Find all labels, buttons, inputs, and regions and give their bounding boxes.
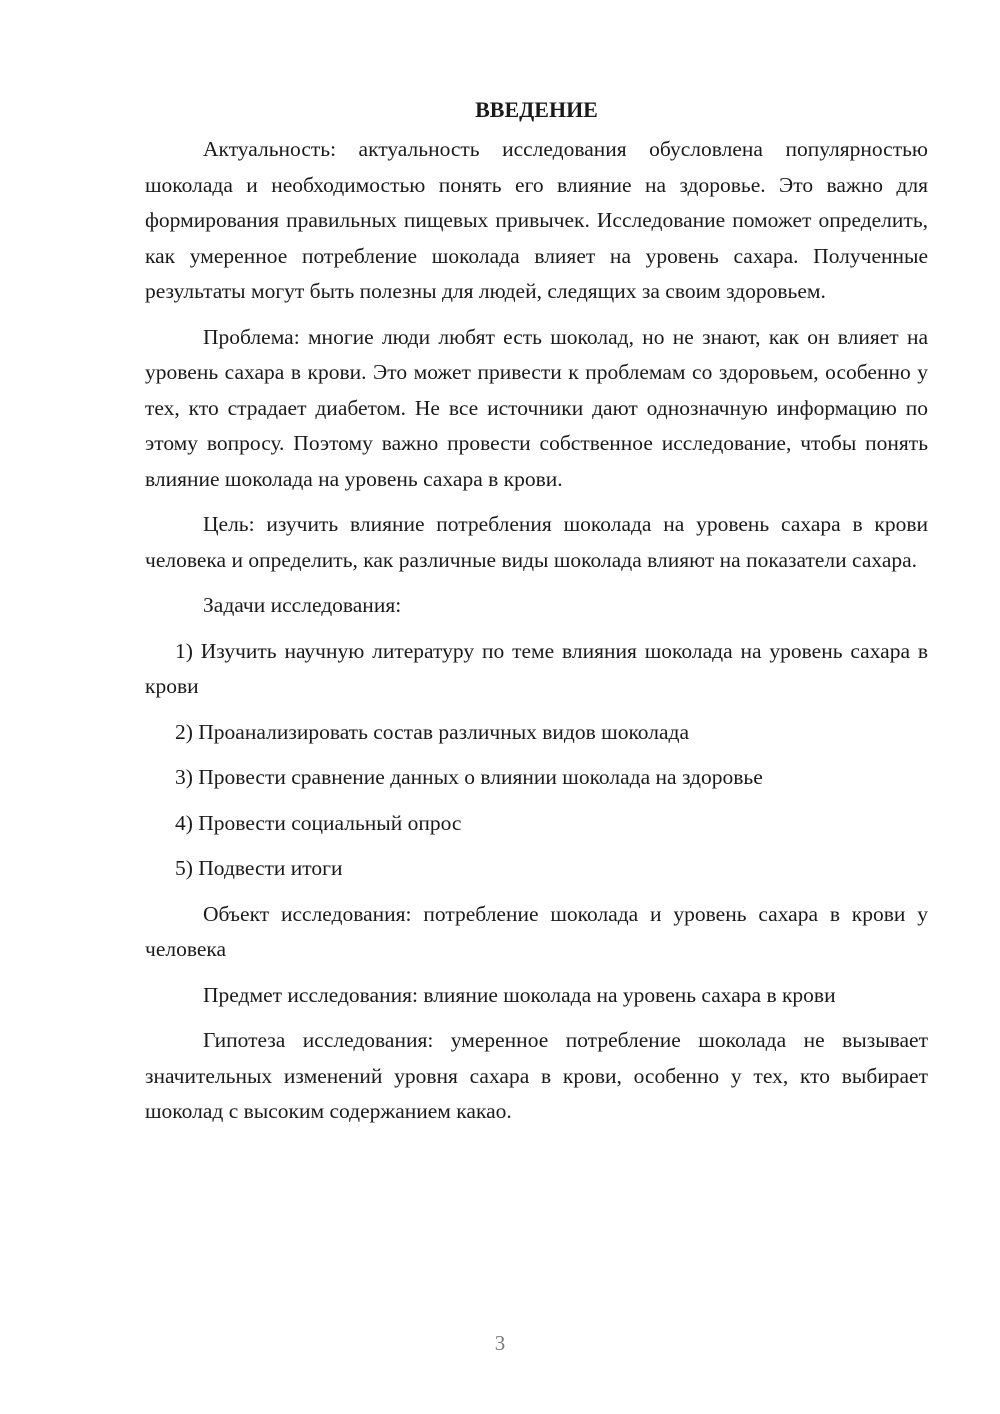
section-title: ВВЕДЕНИЕ: [475, 97, 598, 122]
object-paragraph: Объект исследования: потребление шоколада и уровень сахара в крови у человека: [145, 901, 928, 961]
problem-paragraph: Проблема: многие люди любят есть шоколад, но не знают, как он влияет на уровень сахара в крови. Это может привести к проблемам со здоровьем, особенно у тех, кто страдает диабетом. Не все источники дают однозначную информацию по этому вопросу. Поэтому важно провести собственное исследование, чтобы понять влияние шоколада на уровень сахара в крови.: [145, 324, 928, 491]
subject-paragraph: Предмет исследования: влияние шоколада на уровень сахара в крови: [203, 982, 836, 1007]
document-page: [145, 92, 928, 1140]
task-item: 4) Провести социальный опрос: [175, 810, 462, 835]
task-item: 3) Провести сравнение данных о влиянии шоколада на здоровье: [175, 765, 763, 789]
goal-paragraph: Цель: изучить влияние потребления шоколада на уровень сахара в крови человека и определить, как различные виды шоколада влияют на показатели сахара.: [145, 512, 928, 572]
hypothesis-paragraph: Гипотеза исследования: умеренное потребление шоколада не вызывает значительных изменений уровня сахара в крови, особенно у тех, кто выбирает шоколад с высоким содержанием какао.: [145, 1028, 928, 1123]
tasks-list: [145, 634, 928, 887]
task-item: 1) Изучить научную литературу по теме влияния шоколада на уровень сахара в крови: [145, 638, 928, 698]
task-item: 2) Проанализировать состав различных видов шоколада: [175, 719, 690, 744]
tasks-heading: Задачи исследования:: [203, 593, 402, 617]
relevance-paragraph: Актуальность: актуальность исследования обусловлена популярностью шоколада и необходимостью понять его влияние на здоровье. Это важно для формирования правильных пищевых привычек. Исследование поможет определить, как умеренное потребление шоколада влияет на уровень сахара. Полученные результаты могут быть полезны для людей, следящих за своим здоровьем.: [145, 137, 928, 303]
page-number: 3: [494, 1331, 506, 1355]
task-item: 5) Подвести итоги: [175, 856, 343, 880]
